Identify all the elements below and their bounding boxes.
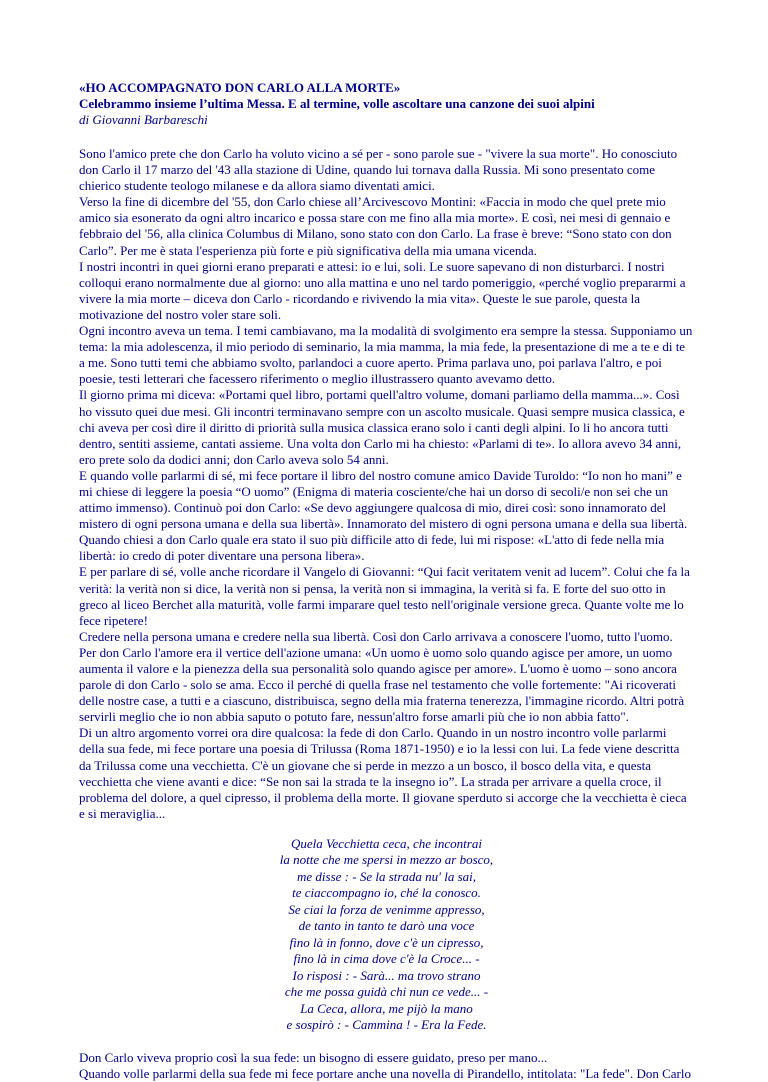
article-author: di Giovanni Barbareschi [79,112,208,127]
paragraph: Credere nella persona umana e credere nella sua libertà. Così don Carlo arrivava a conoscere l'uomo, tutto l'uomo. [79,628,673,644]
poem-line: Se ciai la forza de venimme appresso, [288,901,485,917]
paragraph: I nostri incontri in quei giorni erano preparati e attesi: io e lui, soli. Le suore sapevano di non disturbarci. I nostri colloqui erano normalmente due al giorno: uno alla mattina e uno nel tardo pomeriggio, «perché voglio prepararmi a vivere la mia morte – diceva don Carlo - ricordando e rivivendo la mia vita». Queste le sue parole, questa la motivazione del nostro voler stare soli. [79,258,686,322]
poem-line: e sospirò : - Cammina ! - Era la Fede. [286,1017,487,1033]
paragraph: Quando volle parlarmi della sua fede mi fece portare anche una novella di Pirandello, intitolata: "La fede". Don Carlo [79,1066,691,1082]
poem-line: fino là in fonno, dove c'è un cipresso, [289,934,484,950]
poem-line: te ciaccompagno io, ché la conosco. [292,885,481,901]
paragraph: Di un altro argomento vorrei ora dire qualcosa: la fede di don Carlo. Quando in un nostro incontro volle parlarmi della sua fede, mi fece portare una poesia di Trilussa (Roma 1871-1950) e io la lessi con lui. La fede viene descritta da Trilussa come una vecchietta. C'è un giovane che si perde in mezzo a un bosco, il bosco della vita, e questa vecchietta che viene avanti e dice: “Se non sai la strada te la insegno io”. La strada per arrivare a quella croce, il problema del dolore, a quel cipresso, il problema della morte. Il giovane sperduto si accorge che la vecchietta è cieca e si meraviglia... [79,725,687,821]
article-title: «HO ACCOMPAGNATO DON CARLO ALLA MORTE» [79,80,401,95]
article-body [79,146,694,822]
poem-line: la notte che me spersi in mezzo ar bosco, [279,852,494,868]
paragraph: Ogni incontro aveva un tema. I temi cambiavano, ma la modalità di svolgimento era sempre la stessa. Supponiamo un tema: la mia adolescenza, il mio periodo di seminario, la mia mamma, la mia fede, la presentazione di me a te e di te a me. Sono tutti temi che abbiamo svolto, parlandoci a cuore aperto. Prima parlava uno, poi parlava l'altro, e poi poesie, testi letterari che facessero riferimento o meglio illustrassero quanto avevamo detto. [79,323,693,387]
poem-line: Io risposi : - Sarà... ma trovo strano [292,967,481,983]
poem-line: che me possa guidà chi nun ce vede... - [284,984,489,1000]
poem-line: Quela Vecchietta ceca, che incontrai [291,835,482,851]
article-closing [79,1050,694,1082]
paragraph: E per parlare di sé, volle anche ricordare il Vangelo di Giovanni: “Qui facit veritatem venit ad lucem”. Colui che fa la verità: la verità non si dice, la verità non si pensa, la verità non si immagina, la verità si fa. E forte del suo otto in greco al liceo Berchet alla maturità, volle farmi imparare quel testo nell'originale versione greca. Quante volte me lo fece ripetere! [79,564,690,628]
paragraph: Per don Carlo l'amore era il vertice dell'azione umana: «Un uomo è uomo solo quando agisce per amore, un uomo aumenta il valore e la pienezza della sua personalità solo quando agisce per amore». L'uomo è uomo – sono ancora parole di don Carlo - solo se ama. Ecco il perché di quella frase nel testamento che volle fortemente: "Ai ricoverati delle nostre case, a tutti e a ciascuno, distribuisca, segno della mia fraterna tenerezza, l'immagine ricordo. Altri potrà servirli meglio che io non abbia saputo o potuto fare, nessun'altro forse amarli più che io non abbia fatto". [79,644,685,725]
poem-line: fino là in cima dove c'è la Croce... - [293,951,480,967]
paragraph: Il giorno prima mi diceva: «Portami quel libro, portami quell'altro volume, domani parliamo della mamma...». Così ho vissuto quei due mesi. Gli incontri terminavano sempre con un ascolto musicale. Quasi sempre musica classica, e chi aveva per così dire il diritto di priorità sulla musica classica erano solo i canti degli alpini. Io li ho ancora tutti dentro, sentiti assieme, cantati assieme. Una volta don Carlo mi ha chiesto: «Parlami di te». Io allora avevo 34 anni, ero prete solo da dodici anni; don Carlo aveva solo 54 anni. [79,387,685,467]
poem-line: me disse : - Se la strada nu' la sai, [297,868,476,884]
paragraph: Don Carlo viveva proprio così la sua fede: un bisogno di essere guidato, preso per mano... [79,1049,548,1065]
paragraph: E quando volle parlarmi di sé, mi fece portare il libro del nostro comune amico Davide Turoldo: “Io non ho mani” e mi chiese di leggere la poesia “O uomo” (Enigma di materia cosciente/che hai un dorso di secoli/e non sei che un attimo immenso). Continuò poi don Carlo: «Se devo aggiungere qualcosa di mio, direi così: sono innamorato del mistero di ogni persona umana e della sua libertà». Innamorato del mistero di ogni persona umana e della sua libertà. Quando chiesi a don Carlo quale era stato il suo più difficile atto di fede, lui mi rispose: «L'atto di fede nella mia libertà: io credo di poter diventare una persona libera». [79,467,688,564]
article [79,80,694,1082]
paragraph: Verso la fine di dicembre del '55, don Carlo chiese all’Arcivescovo Montini: «Faccia in modo che quel prete mio amico sia esonerato da ogni altro incarico e possa stare con me fino alla mia morte». E così, nei mesi di gennaio e febbraio del '56, alla clinica Columbus di Milano, sono stato con don Carlo. La frase è breve: “Sono stato con don Carlo”. Per me è stata l'esperienza più forte e più significativa della mia umana vicenda. [79,194,672,258]
poem-line: La Ceca, allora, me pijò la mano [300,1000,473,1016]
poem [79,836,694,1034]
article-subtitle: Celebrammo insieme l’ultima Messa. E al termine, volle ascoltare una canzone dei suoi alpini [79,96,595,111]
paragraph: Sono l'amico prete che don Carlo ha voluto vicino a sé per - sono parole sue - "vivere la sua morte". Ho conosciuto don Carlo il 17 marzo del '43 alla stazione di Udine, quando lui tornava dalla Russia. Mi sono presentato come chierico studente teologo milanese e da allora siamo diventati amici. [79,146,678,194]
poem-line: de tanto in tanto te darò una voce [298,918,475,934]
